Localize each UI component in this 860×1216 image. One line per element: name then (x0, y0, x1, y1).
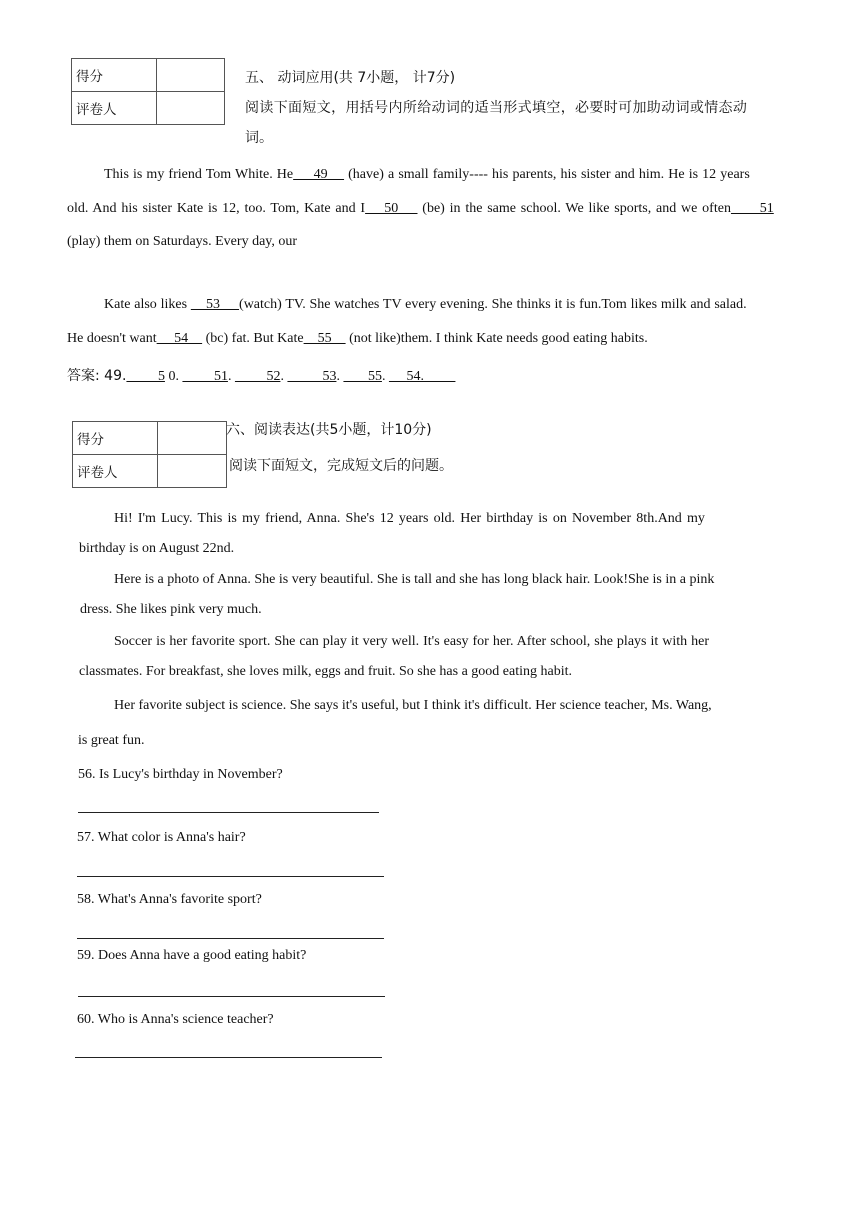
score-table-section5 (71, 58, 225, 125)
reading-paragraph-2-line-1: Here is a photo of Anna. She is very beautiful. She is tall and she has long black hair. Look!She is in a pink (114, 572, 715, 587)
question-59: 59. Does Anna have a good eating habit? (77, 948, 307, 963)
blank-53[interactable]: 53 (190, 297, 240, 312)
answer-blank-5[interactable]: 55 (343, 369, 382, 384)
reading-paragraph-4-line-1: Her favorite subject is science. She says it's useful, but I think it's difficult. Her science teacher, Ms. Wang, (114, 698, 712, 713)
blank-49[interactable]: 49 (293, 167, 345, 182)
section5-title: 五、 动词应用(共 7小题， 计7分) (245, 70, 456, 86)
blank-50[interactable]: 50 (365, 201, 418, 216)
reading-paragraph-2-line-2: dress. She likes pink very much. (80, 602, 262, 617)
grader-cell[interactable] (158, 455, 227, 488)
reading-paragraph-1-line-1: Hi! I'm Lucy. This is my friend, Anna. She's 12 years old. Her birthday is on November 8th.And my (114, 511, 705, 526)
question-57: 57. What color is Anna's hair? (77, 830, 246, 845)
question-56: 56. Is Lucy's birthday in November? (78, 767, 283, 782)
reading-paragraph-4-line-2: is great fun. (78, 733, 145, 748)
answer-blank-3[interactable]: 52 (234, 369, 281, 384)
answer-blank-1[interactable]: 5 (126, 369, 165, 384)
blank-54[interactable]: 54 (156, 331, 203, 346)
score-label: 得分 (73, 422, 158, 455)
section6-instruction: 阅读下面短文，完成短文后的问题。 (229, 458, 453, 474)
reading-paragraph-1-line-2: birthday is on August 22nd. (79, 541, 235, 556)
answer-blank-2[interactable]: 51 (182, 369, 228, 384)
answer-blank-4[interactable]: 53 (287, 369, 337, 384)
section5-instruction-line2: 词。 (245, 130, 273, 146)
question-60: 60. Who is Anna's science teacher? (77, 1012, 274, 1027)
answer-line-60[interactable] (75, 1057, 382, 1058)
passage-line-5: He doesn't want 54 (bc) fat. But Kate 55 (not like)them. I think Kate needs good eating habits. (67, 331, 648, 346)
answer-line-56[interactable] (78, 812, 379, 813)
grader-label: 评卷人 (72, 92, 157, 125)
answer-line: 答案: 49. 5 0. 51. 52. 53. 55. 54. (67, 368, 456, 384)
question-58: 58. What's Anna's favorite sport? (77, 892, 262, 907)
reading-paragraph-3-line-2: classmates. For breakfast, she loves milk, eggs and fruit. So she has a good eating habit. (79, 664, 573, 679)
section5-instruction-line1: 阅读下面短文，用括号内所给动词的适当形式填空，必要时可加助动词或情态动 (245, 100, 748, 116)
passage-line-2: old. And his sister Kate is 12, too. Tom, Kate and I 50 (be) in the same school. We like sports, and we often 51 (67, 201, 774, 216)
score-table-section6 (72, 421, 227, 488)
reading-paragraph-3-line-1: Soccer is her favorite sport. She can play it very well. It's easy for her. After school, she plays it with her (114, 634, 710, 649)
score-cell[interactable] (157, 59, 225, 92)
passage-line-3: (play) them on Saturdays. Every day, our (67, 234, 298, 249)
grader-cell[interactable] (157, 92, 225, 125)
passage-line-4: Kate also likes 53 (watch) TV. She watches TV every evening. She thinks it is fun.Tom likes milk and salad. (104, 297, 747, 312)
score-cell[interactable] (158, 422, 227, 455)
grader-label: 评卷人 (73, 455, 158, 488)
blank-55[interactable]: 55 (303, 331, 346, 346)
section6-title: 六、阅读表达(共5小题，计10分) (226, 422, 432, 438)
passage-line-1: This is my friend Tom White. He 49 (have) a small family---- his parents, his sister and him. He is 12 years (104, 167, 750, 182)
answer-blank-6[interactable]: 54. (388, 369, 456, 384)
blank-51[interactable]: 51 (730, 201, 774, 216)
answer-line-58[interactable] (77, 938, 384, 939)
answer-line-57[interactable] (77, 876, 384, 877)
answer-line-59[interactable] (78, 996, 385, 997)
score-label: 得分 (72, 59, 157, 92)
